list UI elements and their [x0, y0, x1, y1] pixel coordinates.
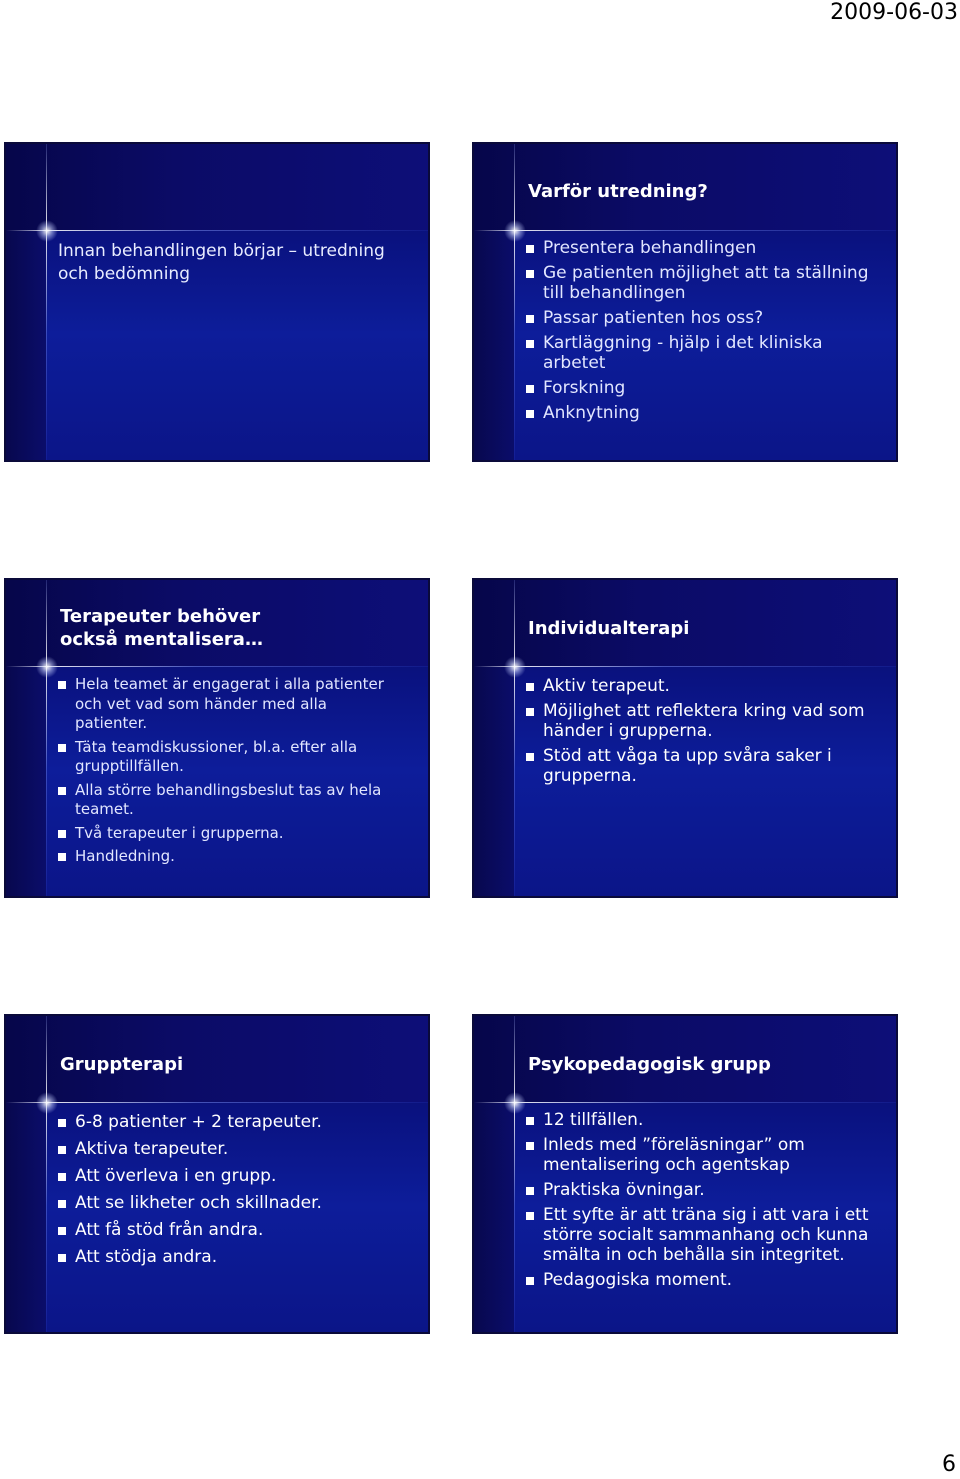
sparkle-icon [504, 220, 526, 242]
slide-side-band [6, 230, 46, 460]
list-item: 12 tillfällen. [526, 1110, 886, 1130]
sparkle-icon [504, 656, 526, 678]
slide-divider-horizontal [474, 666, 896, 667]
slide-title: Gruppterapi [60, 1054, 184, 1075]
list-item: Att stödja andra. [58, 1247, 418, 1268]
slide-1 [4, 142, 430, 462]
list-item: Anknytning [526, 403, 886, 423]
slide-side-band [474, 230, 514, 460]
slide-side-band [6, 666, 46, 896]
bullet-list [526, 238, 886, 428]
slide-side-band [474, 666, 514, 896]
list-item: Hela teamet är engagerat i alla patienter och vet vad som händer med alla patienter. [58, 675, 388, 734]
slide-title: Individualterapi [528, 618, 690, 639]
slide-divider-horizontal [6, 666, 428, 667]
slide-title: Varför utredning? [528, 181, 708, 202]
slide-2 [472, 142, 898, 462]
slide-divider-vertical [46, 580, 47, 896]
list-item: Aktiv terapeut. [526, 676, 866, 696]
sparkle-icon [36, 1092, 58, 1114]
bullet-list [58, 1112, 418, 1274]
slide-title: Innan behandlingen börjar – utredning och bedömning [58, 241, 385, 284]
list-item: Att se likheter och skillnader. [58, 1193, 418, 1214]
list-item: Pedagogiska moment. [526, 1270, 886, 1290]
list-item: Presentera behandlingen [526, 238, 886, 258]
sparkle-icon [36, 220, 58, 242]
slide-4 [472, 578, 898, 898]
list-item: Ge patienten möjlighet att ta ställning till behandlingen [526, 263, 886, 303]
sparkle-icon [504, 1092, 526, 1114]
list-item: Forskning [526, 378, 886, 398]
list-item: Praktiska övningar. [526, 1180, 886, 1200]
slide-header-band [6, 144, 428, 230]
slide-divider-horizontal [474, 230, 896, 231]
list-item: 6-8 patienter + 2 terapeuter. [58, 1112, 418, 1133]
list-item: Handledning. [58, 847, 388, 867]
slide-side-band [474, 1102, 514, 1332]
slide-divider-horizontal [6, 1102, 428, 1103]
slide-6 [472, 1014, 898, 1334]
bullet-list [526, 1110, 886, 1295]
slide-divider-vertical [46, 144, 47, 460]
list-item: Aktiva terapeuter. [58, 1139, 418, 1160]
bullet-list [58, 675, 388, 871]
list-item: Stöd att våga ta upp svåra saker i grupperna. [526, 746, 866, 786]
bullet-list [526, 676, 866, 791]
slide-divider-horizontal [474, 1102, 896, 1103]
slide-divider-vertical [514, 144, 515, 460]
sparkle-icon [36, 656, 58, 678]
list-item: Inleds med ”föreläsningar” om mentalisering och agentskap [526, 1135, 886, 1175]
slide-divider-vertical [514, 580, 515, 896]
list-item: Kartläggning - hjälp i det kliniska arbetet [526, 333, 886, 373]
list-item: Ett syfte är att träna sig i att vara i ett större socialt sammanhang och kunna smälta in och behålla sin integritet. [526, 1205, 886, 1265]
slide-3 [4, 578, 430, 898]
slide-divider-vertical [514, 1016, 515, 1332]
list-item: Alla större behandlingsbeslut tas av hela teamet. [58, 781, 388, 820]
list-item: Möjlighet att reflektera kring vad som händer i grupperna. [526, 701, 866, 741]
slide-title: Psykopedagogisk grupp [528, 1054, 771, 1075]
slide-5 [4, 1014, 430, 1334]
list-item: Att få stöd från andra. [58, 1220, 418, 1241]
page-date: 2009-06-03 [830, 0, 958, 25]
slide-side-band [6, 1102, 46, 1332]
slide-divider-vertical [46, 1016, 47, 1332]
slide-title: Terapeuter behöver också mentalisera… [60, 606, 263, 650]
page-number: 6 [942, 1452, 956, 1477]
list-item: Två terapeuter i grupperna. [58, 824, 388, 844]
list-item: Att överleva i en grupp. [58, 1166, 418, 1187]
list-item: Passar patienten hos oss? [526, 308, 886, 328]
list-item: Täta teamdiskussioner, bl.a. efter alla grupptillfällen. [58, 738, 388, 777]
slide-divider-horizontal [6, 230, 428, 231]
